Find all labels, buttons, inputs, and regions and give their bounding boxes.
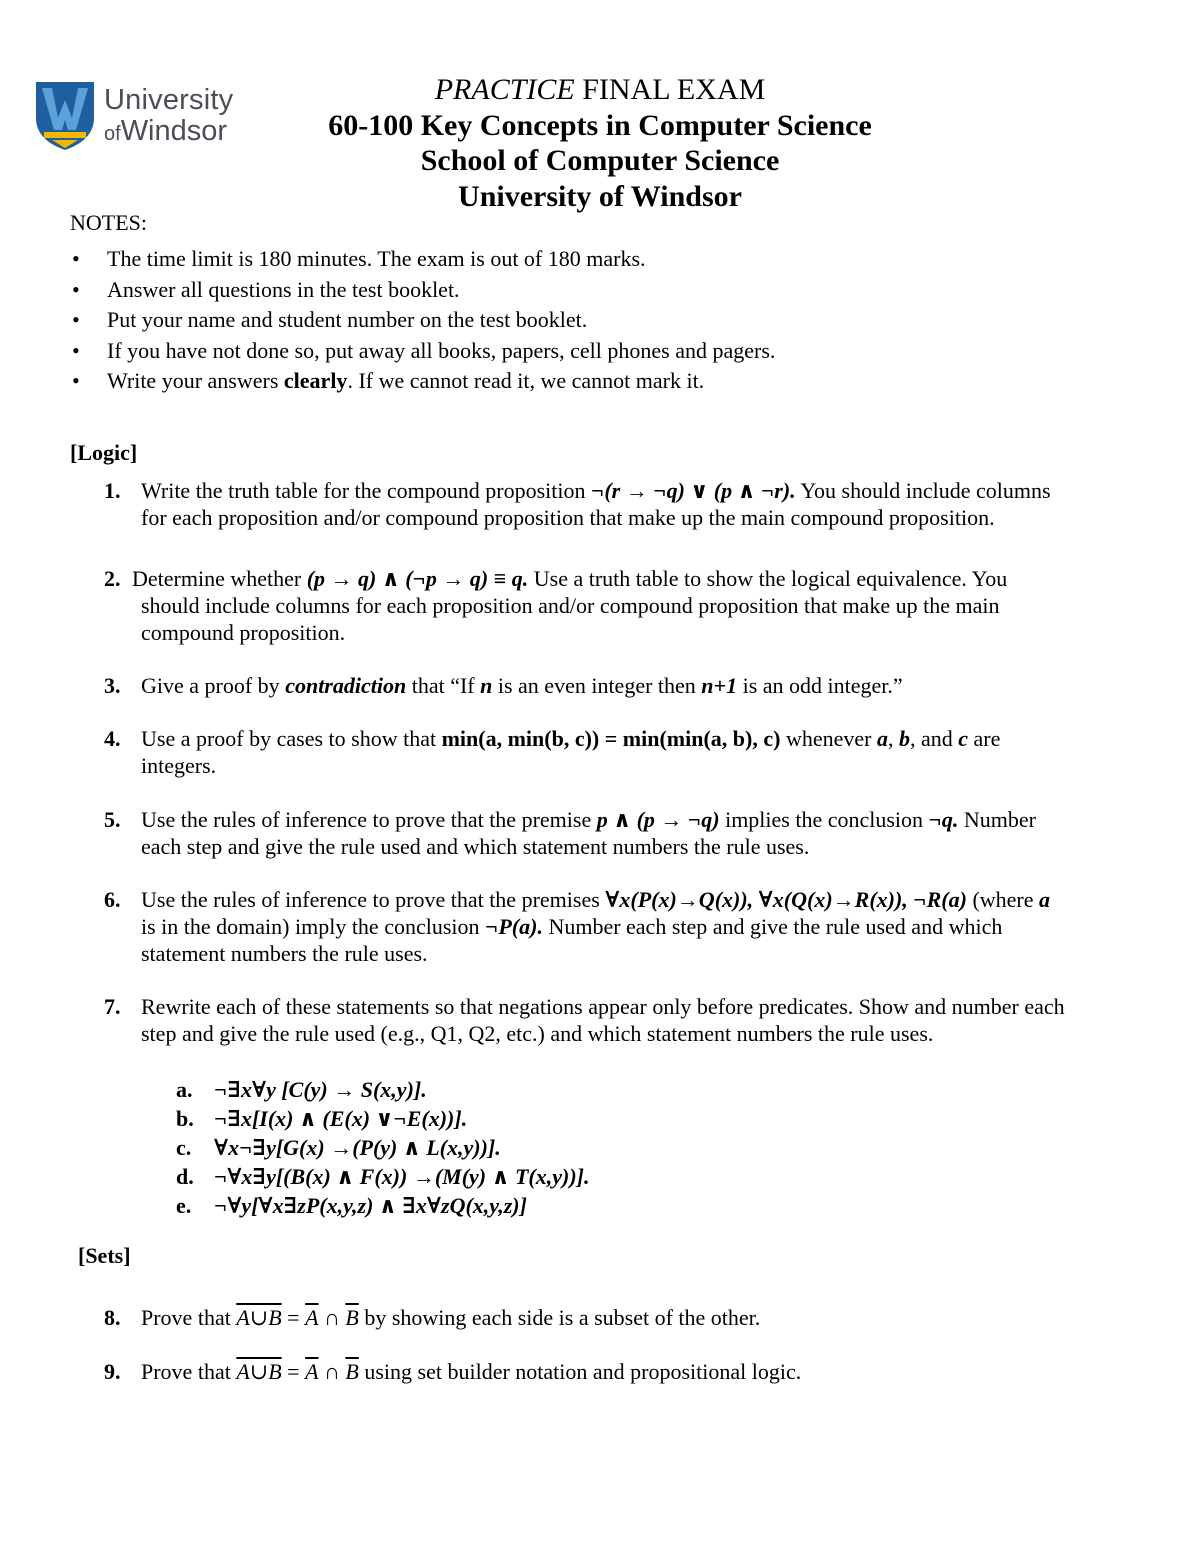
formula: ∀x(P(x)→Q(x)), ∀x(Q(x)→R(x)), ¬R(a) [605,887,967,912]
text: , [887,726,899,751]
text: = [281,1359,306,1384]
text: that “If [406,673,481,698]
question-text [141,477,1139,531]
title-final-exam: FINAL EXAM [574,73,766,106]
question-3 [104,672,1139,699]
formula: min(a, min(b, c)) = min(min(a, b), c) [441,726,781,751]
note-item [70,336,775,367]
text: Number each step and give the rule used and which [542,914,1003,939]
question-text [141,1358,1139,1385]
formula: ¬q. [928,807,959,832]
formula: ¬P(a). [485,914,543,939]
exam-title-block [300,72,900,214]
variable: n [480,673,493,698]
bullet-icon: • [72,276,80,302]
text: are [968,726,1001,751]
text: statement numbers the rule uses. [141,941,428,966]
question-6 [104,886,1139,967]
question-text [132,565,1139,646]
text: Give a proof by [141,673,286,698]
part-letter: b. [176,1106,194,1131]
bullet-icon: • [72,246,80,271]
text: using set builder notation and propositional logic. [358,1359,802,1384]
part-letter: e. [176,1193,192,1218]
notes-label: NOTES: [70,210,147,235]
question-4 [104,725,1139,779]
formula: A∪B [236,1359,282,1384]
shield-icon [32,78,98,152]
note-text: If you have not done so, put away all books, papers, cell phones and pagers. [107,337,776,363]
text: Determine whether [132,566,307,591]
formula: (p → q) ∧ (¬p → q) ≡ q. [306,566,529,591]
school-name: School of Computer Science [420,144,780,177]
text: Prove that [141,1305,237,1330]
question-9 [104,1358,1139,1385]
text: Number [958,807,1036,832]
formula: ∀x¬∃y[G(x) →(P(y) ∧ L(x,y))]. [214,1135,501,1160]
text: ∩ [318,1305,346,1330]
question-number: 6. [104,887,121,912]
section-sets: [Sets] [78,1243,131,1268]
text: Rewrite each of these statements so that negations appear only before predicates. Show and number each [141,994,1065,1019]
question-number: 4. [104,726,121,751]
question-number: 2. [104,566,121,591]
text: step and give the rule used (e.g., Q1, Q2, etc.) and which statement numbers the rule uses. [141,1021,934,1046]
note-item [70,244,775,275]
emphasis: contradiction [285,673,407,698]
note-text: The time limit is 180 minutes. The exam is out of 180 marks. [107,246,646,271]
part-letter: a. [176,1077,193,1102]
bullet-icon: • [72,337,80,363]
logo-line-university: University [104,84,234,116]
formula: A∪B [236,1305,282,1330]
note-text: . If we cannot read it, we cannot mark it. [347,368,705,393]
text: , and [909,726,959,751]
notes-list [70,244,775,397]
formula: ¬∀x∃y[(B(x) ∧ F(x)) →(M(y) ∧ T(x,y))]. [214,1164,590,1189]
question-number: 7. [104,994,121,1019]
question-text [141,806,1139,860]
question-number: 8. [104,1305,121,1330]
formula: $\overline{B}$ [345,1359,359,1384]
text: compound proposition. [141,620,346,645]
text: ∩ [318,1359,346,1384]
note-text: Answer all questions in the test booklet. [107,276,460,302]
bullet-icon: • [72,368,80,393]
logo-windsor: Windsor [120,115,228,147]
question-number: 9. [104,1359,121,1384]
note-item [70,366,775,397]
university-name: University of Windsor [458,179,742,213]
course-title: 60-100 Key Concepts in Computer Science [328,108,872,142]
logo-wordmark [104,86,233,146]
text: is an even integer then [492,673,702,698]
formula: $\overline{A}$ [305,1305,319,1330]
question-8 [104,1304,1139,1331]
question-number: 1. [104,478,121,503]
formula: ¬∃x[I(x) ∧ (E(x) ∨¬E(x))]. [214,1106,468,1131]
note-emphasis: clearly [283,368,348,393]
text: (where [966,887,1040,912]
part-letter: c. [176,1135,192,1160]
text: Use a proof by cases to show that [141,726,442,751]
note-item [70,305,775,336]
formula: $\overline{B}$ [345,1305,359,1330]
question-text [141,725,1139,779]
text: is in the domain) imply the conclusion [141,914,486,939]
text: is an odd integer.” [737,673,903,698]
text: Use the rules of inference to prove that the premise [141,807,597,832]
note-item [70,275,775,306]
variable: c [958,726,968,751]
question-2 [104,565,1139,646]
part-letter: d. [176,1164,194,1189]
variable: a [876,726,888,751]
question-text [141,993,1164,1047]
question-text [141,672,1139,699]
note-text: Write your answers [107,368,284,393]
text: You should include columns [795,478,1051,503]
text: whenever [780,726,877,751]
text: integers. [141,753,217,778]
question-number: 5. [104,807,121,832]
text: Use the rules of inference to prove that the premises [141,887,606,912]
section-logic: [Logic] [70,440,138,465]
note-text: Put your name and student number on the test booklet. [107,307,588,332]
text: Prove that [141,1359,237,1384]
variable: a [1039,887,1051,912]
university-logo [32,78,232,152]
question-number: 3. [104,673,121,698]
text: should include columns for each proposition and/or compound proposition that make up the main [141,593,1000,618]
formula: p ∧ (p → ¬q) [596,807,720,832]
formula: ¬(r → ¬q) ∨ (p ∧ ¬r). [591,478,796,503]
variable: b [898,726,910,751]
question-7 [104,993,1164,1047]
text: = [281,1305,306,1330]
question-5 [104,806,1139,860]
formula: $\overline{A}$ [305,1359,319,1384]
text: Write the truth table for the compound proposition [141,478,592,503]
question-1 [104,477,1139,531]
title-practice: PRACTICE [434,73,575,106]
text: by showing each side is a subset of the other. [358,1305,761,1330]
logo-line-windsor [104,117,233,146]
text: for each proposition and/or compound proposition that make up the main compound proposition. [141,505,995,530]
bullet-icon: • [72,307,80,332]
variable: n+1 [701,673,738,698]
formula: ¬∀y[∀x∃zP(x,y,z) ∧ ∃x∀zQ(x,y,z)] [214,1193,527,1218]
text: implies the conclusion [719,807,929,832]
question-text [141,1304,1139,1331]
formula: ¬∃x∀y [C(y) → S(x,y)]. [214,1077,427,1102]
text: Use a truth table to show the logical equivalence. You [528,566,1008,591]
text: each step and give the rule used and which statement numbers the rule uses. [141,834,810,859]
logo-of: of [104,123,121,145]
exam-title [300,72,900,108]
question-text [141,886,1139,967]
